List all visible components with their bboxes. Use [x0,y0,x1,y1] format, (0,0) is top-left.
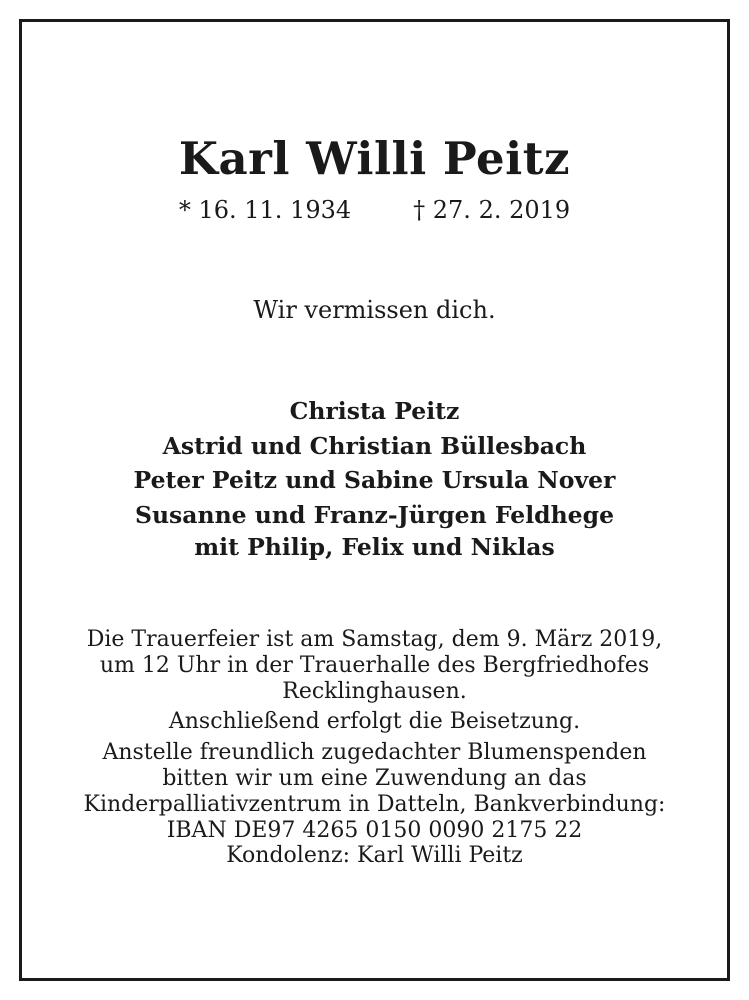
funeral-line: Recklinghausen. [282,678,467,704]
donation-line: bitten wir um eine Zuwendung an das [162,765,587,791]
family-member: Astrid und Christian Büllesbach [162,431,587,460]
family-list [22,394,727,562]
bank-iban: IBAN DE97 4265 0150 0090 2175 22 [166,817,583,843]
burial-line: Anschließend erfolgt die Beisetzung. [168,709,581,735]
condolence-line: Kondolenz: Karl Willi Peitz [226,843,523,869]
life-dates [22,195,727,225]
memorial-message: Wir vermissen dich. [253,296,496,324]
deceased-name: Karl Willi Peitz [178,132,571,185]
funeral-line: Die Trauerfeier ist am Samstag, dem 9. März 2019, [86,627,663,652]
family-member: Christa Peitz [289,397,460,425]
family-member: Peter Peitz und Sabine Ursula Nover [133,466,616,494]
funeral-line: um 12 Uhr in der Trauerhalle des Bergfriedhofes [99,652,650,678]
service-info [22,627,727,869]
donation-line: Kinderpalliativzentrum in Datteln, Bankverbindung: [83,791,666,817]
birth-date: * 16. 11. 1934 [178,196,352,224]
death-date: † 27. 2. 2019 [413,196,571,224]
family-member: mit Philip, Felix und Niklas [194,533,555,561]
family-member: Susanne und Franz-Jürgen Feldhege [134,500,615,529]
donation-line: Anstelle freundlich zugedachter Blumenspenden [102,740,647,766]
